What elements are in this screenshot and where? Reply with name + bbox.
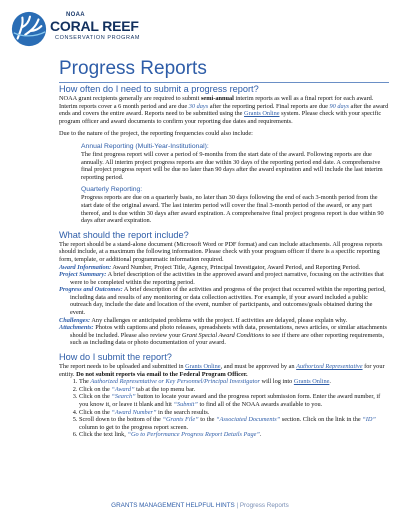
grants-online-link[interactable]: Grants Online bbox=[293, 378, 330, 386]
definition-item bbox=[59, 317, 389, 325]
definition-label: Project Summary: bbox=[59, 271, 107, 279]
text-run: in the search results. bbox=[156, 408, 210, 416]
definition-text: A brief description of the activities and progress of the project that occurred within the reporting period, including data and results of any monitoring or data collection activities. For example, if your award included a public outreach day, include the date and location of the event, number of participants, and outcomes/goals obtained during the event. bbox=[70, 286, 386, 317]
text-run: for your entity. bbox=[59, 363, 385, 378]
text-run-italic: 30 days bbox=[188, 102, 209, 110]
subheading-annual: Annual Reporting (Multi-Year-Institutional): bbox=[81, 142, 209, 150]
step-item bbox=[79, 416, 389, 431]
text-run: tab at the top menu bar. bbox=[134, 385, 196, 393]
text-run-italic: “Associated Documents” bbox=[215, 416, 281, 424]
page-footer bbox=[0, 502, 400, 509]
annual-reporting-block bbox=[81, 143, 389, 225]
frequency-note: Due to the nature of the project, the reporting frequencies could also include: bbox=[59, 130, 253, 138]
text-run-italic: 90 days bbox=[329, 102, 349, 110]
text-run: button to locate your award and the progress report submission form. Enter the award number, if you know it, or leave it blank and hit bbox=[79, 393, 381, 408]
submission-steps bbox=[59, 378, 389, 439]
annual-paragraph: The first progress report will cover a period of 9-months from the start date of the award. Following reports are due annually. All interim project progress reports are due within 30 days of the reporting period end date. A comprehensive final project progress report will be due no later than 90 days after the award expiration and will include the last interim reporting period. bbox=[81, 150, 383, 181]
text-run: NOAA grant recipients generally are required to submit bbox=[59, 95, 201, 102]
definition-text: Photos with captions and photo releases, spreadsheets with data, presentations, news articles, or similar attachments should be included. Please also review your bbox=[70, 324, 387, 339]
text-run: to find all of the NOAA awards available to you. bbox=[197, 401, 323, 408]
section-heading-frequency: How often do I need to submit a progress report? bbox=[59, 84, 259, 94]
text-run-bold: Do not submit reports via email to the Federal Program Officer. bbox=[76, 370, 248, 378]
step-item bbox=[79, 431, 389, 439]
section-heading-submit: How do I submit the report? bbox=[59, 352, 172, 363]
text-run: , and must be approved by an bbox=[220, 363, 297, 371]
text-run: Click the text link, bbox=[79, 431, 128, 439]
text-run: Click on the bbox=[79, 408, 112, 416]
text-run: Click on the bbox=[79, 393, 112, 401]
coral-reef-logo bbox=[10, 8, 150, 50]
text-run: after the award ends and covers the entire award. Reports need to be submitted using the bbox=[59, 102, 389, 118]
logo-coral-reef-text: CORAL REEF bbox=[50, 18, 139, 34]
text-run: The bbox=[79, 378, 91, 386]
frequency-paragraph bbox=[59, 95, 389, 125]
report-contents-list bbox=[59, 264, 389, 348]
footer-title: GRANTS MANAGEMENT HELPFUL HINTS bbox=[111, 502, 235, 509]
text-run-italic: Authorized Representative or Key Personnel/Principal Investigator bbox=[90, 378, 260, 386]
page-title: Progress Reports bbox=[59, 58, 207, 79]
text-run-italic: “Award Number” bbox=[111, 408, 157, 416]
text-run: to the bbox=[198, 416, 216, 424]
definition-text: A brief description of the activities in the approved award and project narrative, focusing on the activities that were to be completed within the reporting period. bbox=[70, 271, 384, 286]
submit-intro bbox=[59, 363, 389, 378]
step-item bbox=[79, 386, 389, 394]
grants-online-link[interactable]: Grants Online bbox=[244, 110, 280, 118]
quarterly-paragraph: Progress reports are due on a quarterly basis, no later than 30 days following the end of each 3-month period from the start date of the original award. The last interim period will cover the final 3-month period of the award, or any part thereof, and is due within 30 days after award expiration. A comprehensive final project progress report is due within 90 days after award expiration. bbox=[81, 194, 384, 225]
definition-text: to see if there are other reporting requirements, such as including data or photo documentation of your award. bbox=[70, 331, 385, 347]
step-item bbox=[79, 393, 389, 408]
text-run-italic: “Award” bbox=[111, 385, 135, 393]
text-run: after the reporting period. Final reports are due bbox=[208, 102, 330, 110]
text-run-italic: “Submit” bbox=[173, 401, 198, 408]
contents-intro: The report should be a stand-alone document (Microsoft Word or PDF format) and can include attachments. All progress reports should include, at a maximum the following information. Please check with your program officer if there is a specific reporting form, template, or additional programmatic information required. bbox=[59, 240, 383, 263]
text-run: . bbox=[329, 378, 331, 386]
definition-text: Any challenges or anticipated problems with the project. If activities are delayed, please explain why. bbox=[90, 316, 348, 324]
definition-item bbox=[59, 264, 389, 272]
text-run-bold: semi-annual bbox=[200, 95, 234, 102]
definition-item bbox=[59, 286, 389, 316]
text-run: column to get to the progress report screen. bbox=[79, 423, 189, 431]
definition-label: Progress and Outcomes: bbox=[59, 286, 123, 294]
definition-text-italic: Grant Special Award Conditions bbox=[181, 331, 264, 339]
footer-subtitle: Progress Reports bbox=[239, 502, 289, 509]
text-run: . bbox=[259, 431, 262, 439]
text-run: interim reports as well as a final report for each award. Interim reports cover a 6 month period and are due bbox=[59, 95, 374, 110]
grants-online-link[interactable]: Grants Online bbox=[185, 363, 221, 371]
text-run: The report needs to be uploaded and submitted in bbox=[59, 363, 186, 371]
main-content bbox=[59, 84, 389, 439]
definition-label: Award Information: bbox=[59, 263, 112, 271]
coral-logo-icon bbox=[10, 10, 48, 48]
text-run-italic: “Grants File” bbox=[162, 416, 199, 424]
footer-separator: | bbox=[236, 502, 239, 509]
text-run: system. Please check with your specific program officer and award documents to confirm your reporting due dates and requirements. bbox=[59, 110, 382, 125]
definition-item bbox=[59, 324, 389, 347]
definition-label: Challenges: bbox=[59, 316, 91, 324]
step-item bbox=[79, 378, 389, 386]
definition-text: Award Number, Project Title, Agency, Principal Investigator, Award Period, and Reporting Period. bbox=[111, 263, 361, 271]
text-run: section. Click on the link in the bbox=[280, 416, 363, 424]
subheading-quarterly: Quarterly Reporting: bbox=[81, 186, 143, 194]
text-run-italic: “Go to Performance Progress Report Details Page” bbox=[127, 431, 260, 439]
logo-noaa-text: NOAA bbox=[66, 12, 85, 18]
logo-program-text: CONSERVATION PROGRAM bbox=[55, 35, 141, 41]
text-run-italic: “ID” bbox=[362, 416, 376, 424]
definition-item bbox=[59, 271, 389, 286]
section-heading-contents: What should the report include? bbox=[59, 229, 189, 240]
text-run: will log into bbox=[259, 378, 294, 386]
text-run: Click on the bbox=[79, 385, 112, 393]
authorized-representative-link[interactable]: Authorized Representative bbox=[296, 363, 363, 371]
text-run-italic: “Search” bbox=[111, 393, 136, 401]
text-run: Scroll down to the bottom of the bbox=[79, 416, 163, 424]
step-item bbox=[79, 409, 389, 417]
title-divider bbox=[59, 82, 389, 83]
definition-label: Attachments: bbox=[59, 324, 94, 332]
